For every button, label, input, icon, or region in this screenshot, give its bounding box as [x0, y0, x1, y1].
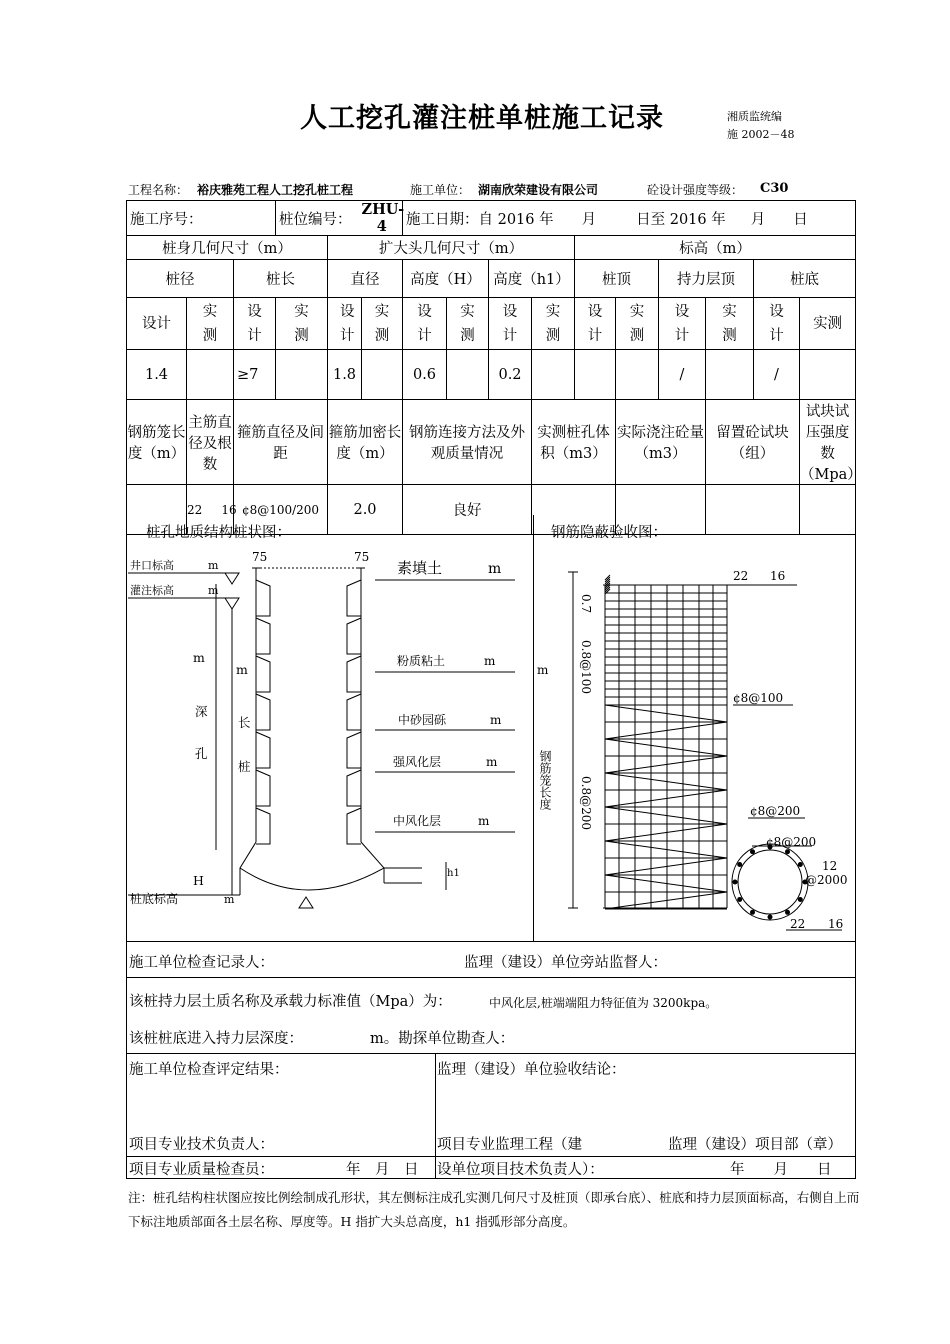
- lbl-H: H: [193, 873, 204, 888]
- rv-stirrup: ¢8@100/200: [234, 485, 328, 535]
- layer-3-m: m: [486, 755, 498, 769]
- cage-r2000: @2000: [805, 873, 848, 887]
- measured-header-6: 实测: [706, 298, 754, 350]
- cage-s3: ¢8@200: [766, 835, 817, 849]
- val-len: ≥7: [234, 350, 276, 400]
- lbl-len-m: m: [236, 662, 248, 677]
- depth-unit: m。勘探单位勘查人：: [370, 1031, 515, 1047]
- rh-cube: 留置砼试块（组）: [706, 400, 800, 485]
- stirrup-spiral: [605, 807, 727, 824]
- layer-0: 素填土: [397, 559, 443, 577]
- stirrup-spiral: [605, 722, 727, 739]
- rh-strength: 试块试压强度数（Mpa）: [800, 400, 856, 485]
- footnote: 注：桩孔结构柱状图应按比例绘制成孔形状，其左侧标注成孔实测几何尺寸及桩顶（即承台底）、桩底和持力层顶面标高，右侧自上而下标注地质部面各土层名称、厚度等。H 指扩大头总高度，h1 指弧形部分高度。: [128, 1190, 860, 1229]
- cage-s2: ¢8@200: [750, 804, 801, 818]
- diagram-right-title: 钢筋隐蔽验收图：: [551, 525, 667, 541]
- liner-segment: [256, 694, 270, 730]
- stirrup-spiral: [605, 858, 727, 875]
- seq-label: 施工序号：: [127, 201, 276, 236]
- rv-quality: 良好: [403, 485, 532, 535]
- design-header-2: 设计: [328, 298, 362, 350]
- liner-segment: [347, 808, 361, 844]
- ring-bar: [737, 862, 742, 867]
- design-header-0: 设计: [127, 298, 187, 350]
- stirrup-spiral: [605, 739, 727, 756]
- stirrup-spiral: [605, 841, 727, 858]
- val-slash1: /: [659, 350, 706, 400]
- lbl-bottom-m: m: [224, 893, 235, 906]
- lbl-wellhead: 井口标高: [130, 559, 174, 572]
- measured-header-0: 实测: [187, 298, 234, 350]
- val-slash2: /: [754, 350, 800, 400]
- stirrup-spiral: [605, 773, 727, 790]
- design-header-4: 设计: [489, 298, 532, 350]
- result-sup-tech: 设单位项目技术负责人）：: [437, 1162, 604, 1178]
- cage-r16: 16: [770, 569, 786, 583]
- measured-header-1: 实测: [276, 298, 328, 350]
- lbl-zhuang: 桩: [238, 759, 251, 774]
- check-inspector: 施工单位检查记录人：: [129, 955, 274, 971]
- project-label: 工程名称：: [128, 183, 189, 197]
- sub-H: 高度（H）: [403, 260, 489, 298]
- design-header-5: 设计: [575, 298, 616, 350]
- liner-segment: [347, 656, 361, 692]
- design-header-1: 设计: [234, 298, 276, 350]
- lbl-deep-m: m: [193, 650, 205, 665]
- ring-bar: [785, 910, 790, 915]
- ring-bar: [750, 849, 755, 854]
- liner-segment: [256, 808, 270, 844]
- result-tech: 项目专业技术负责人：: [129, 1137, 274, 1153]
- liner-segment: [256, 580, 270, 616]
- val-dia: 1.4: [127, 350, 187, 400]
- val-h1: 0.2: [489, 350, 532, 400]
- liner-segment: [256, 732, 270, 768]
- result-right-title: 监理（建设）单位验收结论：: [437, 1062, 626, 1078]
- lbl-deep: 深: [195, 704, 208, 719]
- group-elev: 标高（m）: [575, 236, 856, 260]
- bearing-label: 该桩持力层土质名称及承载力标准值（Mpa）为：: [129, 994, 452, 1010]
- cage-m: m: [537, 663, 549, 677]
- ring-bar: [750, 910, 755, 915]
- lbl-pour: 灌注标高: [130, 584, 174, 597]
- lbl-pour-m: m: [208, 584, 219, 597]
- stirrup-spiral: [605, 756, 727, 773]
- liner-segment: [347, 694, 361, 730]
- stirrup-spiral: [605, 824, 727, 841]
- result-left-title: 施工单位检查评定结果：: [129, 1062, 289, 1078]
- sub-len: 桩长: [234, 260, 328, 298]
- result-ymd-right: 年 月 日: [730, 1162, 832, 1178]
- cage-r12: 12: [822, 859, 838, 873]
- layer-4: 中风化层: [393, 814, 442, 828]
- lbl-wellhead-m: m: [208, 559, 219, 572]
- sub-dia: 桩径: [127, 260, 234, 298]
- measured-header-3: 实测: [447, 298, 489, 350]
- liner-segment: [347, 618, 361, 654]
- rh-concrete: 实际浇注砼量（m3）: [616, 400, 706, 485]
- grade-label: 砼设计强度等级：: [647, 183, 744, 197]
- rv-main-b: 16: [221, 502, 237, 517]
- rh-cage-len: 钢筋笼长度（m）: [127, 400, 187, 485]
- contractor-value: 湖南欣荣建设有限公司: [478, 183, 599, 197]
- rv-dense: 2.0: [328, 485, 403, 535]
- val-bell-dia: 1.8: [328, 350, 362, 400]
- sub-bottom: 桩底: [754, 260, 856, 298]
- val-H: 0.6: [403, 350, 447, 400]
- check-supervisor: 监理（建设）单位旁站监督人：: [464, 955, 667, 971]
- date-month2: 月: [750, 211, 766, 228]
- group-body: 桩身几何尺寸（m）: [127, 236, 328, 260]
- design-header-6: 设计: [659, 298, 706, 350]
- cage-mid-dim: 0.8@100: [579, 640, 593, 694]
- rh-stirrup: 箍筋直径及间距: [234, 400, 328, 485]
- liner-segment: [256, 656, 270, 692]
- liner-segment: [347, 732, 361, 768]
- layer-2-m: m: [490, 713, 502, 727]
- ring-bar: [737, 897, 742, 902]
- stirrup-spiral: [605, 705, 727, 722]
- stirrup-spiral: [605, 892, 727, 909]
- cage-r16b: 16: [828, 917, 844, 931]
- doc-code-2: 施 2002－48: [727, 128, 795, 141]
- cage-low-dim: 0.8@200: [579, 776, 593, 830]
- measured-header-5: 实测: [616, 298, 659, 350]
- lbl-h1: h1: [447, 868, 460, 879]
- liner-segment: [256, 770, 270, 806]
- grade-value: C30: [760, 181, 789, 196]
- depth-label: 该桩桩底进入持力层深度：: [129, 1031, 303, 1047]
- measured-header-7: 实测: [800, 298, 856, 350]
- ring-bar: [798, 862, 803, 867]
- date-label: 施工日期：自 2016 年: [406, 211, 554, 228]
- rh-dense: 箍筋加密长度（m）: [328, 400, 403, 485]
- pile-no-label: 桩位编号：: [276, 201, 362, 236]
- cage-top-dim: 0.7: [579, 594, 593, 614]
- result-sup-eng: 项目专业监理工程（建: [437, 1137, 582, 1153]
- ring-bar: [768, 915, 773, 920]
- design-header-7: 设计: [754, 298, 800, 350]
- date-to: 日至 2016 年: [636, 211, 726, 228]
- layer-3: 强风化层: [393, 755, 442, 769]
- group-bell: 扩大头几何尺寸（m）: [328, 236, 575, 260]
- design-header-3: 设计: [403, 298, 447, 350]
- layer-1-m: m: [484, 654, 496, 668]
- lbl-chang: 长: [238, 715, 251, 730]
- lbl-75a: 75: [252, 550, 268, 564]
- result-sup-dept: 监理（建设）项目部（章）: [668, 1137, 842, 1153]
- doc-code-1: 湘质监统编: [727, 110, 782, 123]
- stirrup-spiral: [605, 875, 727, 892]
- pile-no-value: ZHU-4: [361, 201, 405, 235]
- contractor-label: 施工单位：: [410, 183, 471, 197]
- sub-bell-dia: 直径: [328, 260, 403, 298]
- sub-h1: 高度（h1）: [489, 260, 575, 298]
- cage-length-label: 钢筋笼长度: [538, 750, 552, 810]
- bearing-value: 中风化层,桩端端阻力特征值为 3200kpa。: [489, 996, 718, 1010]
- ring-bar: [798, 897, 803, 902]
- rv-main-a: 22: [187, 502, 203, 517]
- stirrup-spiral: [605, 790, 727, 807]
- measured-header-4: 实测: [532, 298, 575, 350]
- layer-0-m: m: [488, 561, 502, 577]
- project-value: 裕庆雅苑工程人工挖孔桩工程: [197, 183, 354, 197]
- date-month: 月: [581, 211, 597, 228]
- cage-r22: 22: [733, 569, 749, 583]
- ring-bar: [733, 880, 738, 885]
- sub-bearing-top: 持力层顶: [659, 260, 754, 298]
- liner-segment: [347, 770, 361, 806]
- rh-main-bar: 主筋直径及根数: [187, 400, 234, 485]
- measured-header-2: 实测: [362, 298, 403, 350]
- lbl-75b: 75: [354, 550, 370, 564]
- layer-4-m: m: [478, 814, 490, 828]
- rh-connect: 钢筋连接方法及外观质量情况: [403, 400, 532, 485]
- sub-top: 桩顶: [575, 260, 659, 298]
- diagram-left-title: 桩孔地质结构桩状图：: [146, 525, 291, 541]
- page-title: 人工挖孔灌注桩单桩施工记录: [300, 103, 664, 134]
- lbl-hole: 孔: [195, 746, 208, 761]
- result-ymd-left: 年 月 日: [346, 1162, 419, 1178]
- cage-r22b: 22: [790, 917, 806, 931]
- rh-volume: 实测桩孔体积（m3）: [532, 400, 616, 485]
- lbl-bottom: 桩底标高: [130, 892, 179, 906]
- date-day2: 日: [793, 211, 808, 228]
- ring-bar: [785, 849, 790, 854]
- layer-1: 粉质粘土: [397, 654, 446, 668]
- layer-2: 中砂园砾: [398, 713, 447, 727]
- liner-segment: [347, 580, 361, 616]
- result-quality: 项目专业质量检查员：: [129, 1162, 274, 1178]
- cage-s1: ¢8@100: [733, 691, 784, 705]
- liner-segment: [256, 618, 270, 654]
